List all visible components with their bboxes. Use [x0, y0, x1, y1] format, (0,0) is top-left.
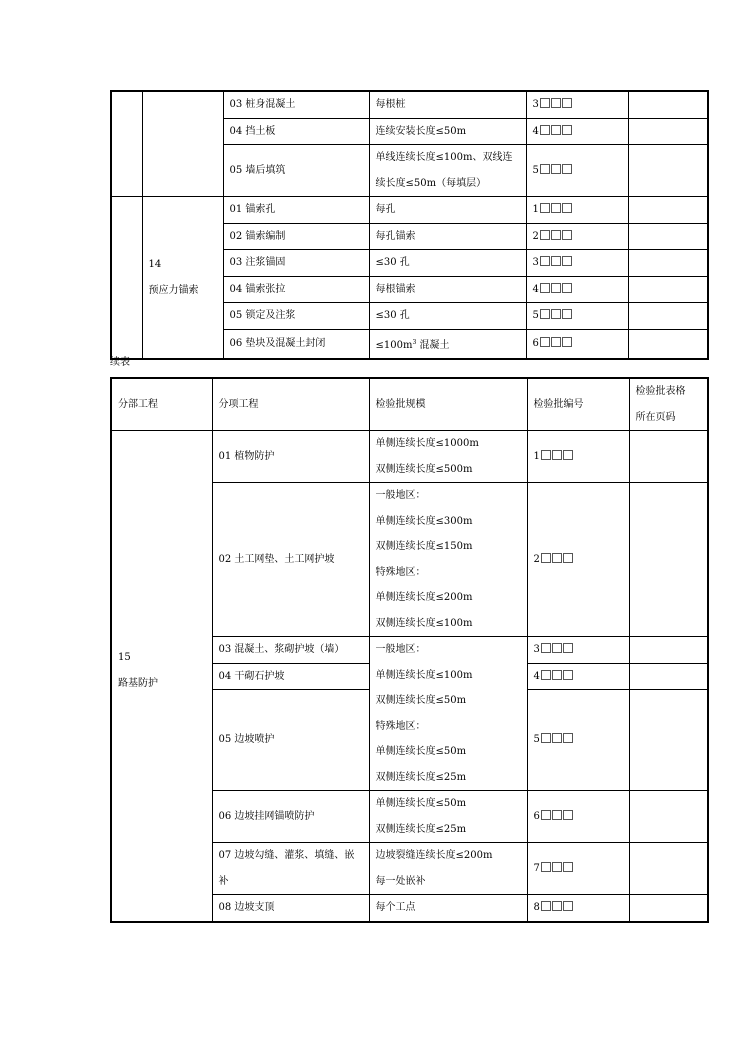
item-cell: 05 锁定及注浆 [223, 303, 369, 330]
batch-number-cell: 6 [526, 329, 628, 359]
scale-cell: 边坡裂缝连续长度≤200m 每一处嵌补 [369, 843, 527, 895]
item-cell: 02 锚索编制 [223, 223, 369, 250]
division-subgrade-protection: 15 路基防护 [111, 431, 212, 922]
division-cell-empty [111, 197, 142, 360]
page-cell [629, 791, 708, 843]
page-cell [628, 91, 708, 118]
batch-number-cell: 2 [527, 483, 629, 637]
page-cell [628, 276, 708, 303]
batch-number-cell: 7 [527, 843, 629, 895]
scale-cell: ≤30 孔 [369, 303, 526, 330]
scale-cell: 每孔 [369, 197, 526, 224]
header-batch-scale: 检验批规模 [369, 378, 527, 431]
scale-cell: 单侧连续长度≤50m 双侧连续长度≤25m [369, 791, 527, 843]
batch-number-cell: 1 [526, 197, 628, 224]
continued-label: 续表 [110, 357, 130, 368]
shared-scale-cell: 一般地区： 单侧连续长度≤100m 双侧连续长度≤50m 特殊地区： 单侧连续长度≤50m 双侧连续长度≤25m [369, 637, 527, 791]
page-cell [628, 197, 708, 224]
scale-cell: ≤30 孔 [369, 250, 526, 277]
page-cell [628, 145, 708, 197]
item-cell: 01 锚索孔 [223, 197, 369, 224]
page-cell [629, 431, 708, 483]
page-cell [628, 223, 708, 250]
item-cell: 05 墙后填筑 [223, 145, 369, 197]
scale-cell: 每根锚索 [369, 276, 526, 303]
subdivision-cell-empty [142, 91, 223, 197]
item-cell: 03 混凝土、浆砌护坡（墙） [212, 637, 369, 664]
scale-cell: 连续安装长度≤50m [369, 118, 526, 145]
batch-number-cell: 4 [526, 118, 628, 145]
division-cell-empty [111, 91, 142, 197]
page-cell [628, 118, 708, 145]
batch-number-cell: 8 [527, 895, 629, 922]
header-division: 分部工程 [111, 378, 212, 431]
inspection-table-continued [110, 377, 709, 923]
page-cell [628, 329, 708, 359]
scale-cell: 每孔锚索 [369, 223, 526, 250]
item-cell: 06 边坡挂网锚喷防护 [212, 791, 369, 843]
item-cell: 02 土工网垫、土工网护坡 [212, 483, 369, 637]
scale-cell: $\le 100m^3$ 混凝土 [369, 329, 526, 359]
item-cell: 04 挡土板 [223, 118, 369, 145]
item-cell: 01 植物防护 [212, 431, 369, 483]
item-cell: 03 桩身混凝土 [223, 91, 369, 118]
scale-cell: 单线连续长度≤100m、双线连 续长度≤50m（每填层） [369, 145, 526, 197]
page-cell [629, 483, 708, 637]
page-cell [629, 663, 708, 690]
scale-cell: 一般地区： 单侧连续长度≤300m 双侧连续长度≤150m 特殊地区： 单侧连续长度≤200m 双侧连续长度≤100m [369, 483, 527, 637]
batch-number-cell: 6 [527, 791, 629, 843]
batch-number-cell: 4 [526, 276, 628, 303]
scale-cell: 每根桩 [369, 91, 526, 118]
page-cell [628, 250, 708, 277]
page-cell [629, 637, 708, 664]
item-cell: 08 边坡支顶 [212, 895, 369, 922]
header-page: 检验批表格 所在页码 [629, 378, 708, 431]
batch-number-cell: 2 [526, 223, 628, 250]
scale-cell: 单侧连续长度≤1000m 双侧连续长度≤500m [369, 431, 527, 483]
batch-number-cell: 5 [526, 303, 628, 330]
batch-number-cell: 3 [526, 250, 628, 277]
item-cell: 04 锚索张拉 [223, 276, 369, 303]
page-cell [629, 690, 708, 791]
batch-number-cell: 3 [527, 637, 629, 664]
item-cell: 05 边坡喷护 [212, 690, 369, 791]
batch-number-cell: 1 [527, 431, 629, 483]
item-cell: 07 边坡勾缝、灌浆、填缝、嵌 补 [212, 843, 369, 895]
subdivision-prestressed-anchor: 14 预应力锚索 [142, 197, 223, 360]
page-cell [629, 895, 708, 922]
header-subdivision: 分项工程 [212, 378, 369, 431]
item-cell: 04 干砌石护坡 [212, 663, 369, 690]
item-cell: 06 垫块及混凝土封闭 [223, 329, 369, 359]
header-batch-number: 检验批编号 [527, 378, 629, 431]
batch-number-cell: 4 [527, 663, 629, 690]
page-cell [629, 843, 708, 895]
scale-cell: 每个工点 [369, 895, 527, 922]
item-cell: 03 注浆锚固 [223, 250, 369, 277]
batch-number-cell: 5 [526, 145, 628, 197]
page-cell [628, 303, 708, 330]
inspection-table-top [110, 90, 709, 360]
batch-number-cell: 5 [527, 690, 629, 791]
batch-number-cell: 3 [526, 91, 628, 118]
